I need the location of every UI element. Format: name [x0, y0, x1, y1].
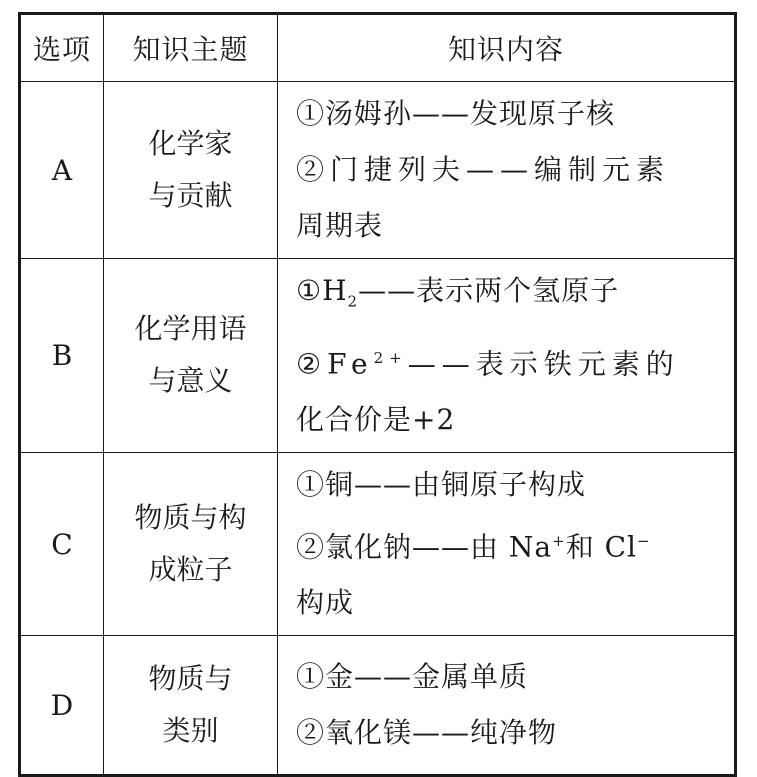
content-line: 构成 — [296, 586, 355, 620]
content-line — [296, 263, 734, 330]
topic-line: 物质与构 — [134, 501, 247, 535]
topic-cell — [104, 452, 278, 635]
content-cell — [278, 452, 736, 635]
knowledge-table — [18, 12, 737, 777]
table-row — [20, 82, 736, 259]
content-line: 周期表 — [296, 209, 384, 242]
table-row — [20, 636, 736, 776]
content-line — [296, 513, 734, 575]
option-label: C — [20, 452, 104, 635]
option-label: D — [20, 636, 104, 776]
superscript: + — [552, 531, 566, 550]
content-line: 化合价是+2 — [296, 402, 456, 436]
content-line: ①铜——由铜原子构成 — [296, 467, 587, 501]
superscript: 2+ — [373, 348, 408, 367]
content-line: ①汤姆孙——发现原子核 — [296, 97, 616, 130]
option-label: A — [20, 82, 104, 259]
header-topic: 知识主题 — [104, 14, 278, 82]
meaning-text: ——表示两个氢原子 — [358, 274, 620, 307]
topic-line: 化学家 — [148, 127, 233, 160]
superscript: − — [636, 531, 651, 550]
content-text: ②氯化钠——由 Na — [296, 530, 553, 564]
table-row — [20, 452, 736, 635]
formula-text: ①H — [296, 274, 348, 307]
topic-line: 成粒子 — [148, 553, 233, 587]
header-option: 选项 — [20, 14, 104, 82]
table-row — [20, 259, 736, 453]
content-line: ②门捷列夫——编制元素 — [296, 153, 671, 186]
topic-line: 类别 — [162, 714, 219, 748]
content-line: ①金——金属单质 — [296, 660, 529, 694]
content-cell — [278, 259, 736, 453]
topic-cell — [104, 636, 278, 776]
topic-cell — [104, 82, 278, 259]
topic-line: 化学用语 — [134, 312, 247, 346]
option-label: B — [20, 259, 104, 453]
formula-text: ②Fe — [296, 346, 374, 380]
header-row — [20, 14, 736, 82]
topic-line: 与贡献 — [148, 179, 233, 212]
content-cell — [278, 82, 736, 259]
header-content: 知识内容 — [278, 14, 736, 82]
content-line: ②氧化镁——纯净物 — [296, 716, 558, 750]
topic-cell — [104, 259, 278, 453]
content-text: 和 Cl — [565, 530, 637, 564]
topic-line: 物质与 — [148, 662, 233, 696]
subscript: 2 — [347, 292, 359, 311]
content-line — [296, 330, 734, 392]
meaning-text: ——表示铁元素的 — [407, 346, 680, 380]
topic-line: 与意义 — [148, 364, 233, 398]
content-cell — [278, 636, 736, 776]
